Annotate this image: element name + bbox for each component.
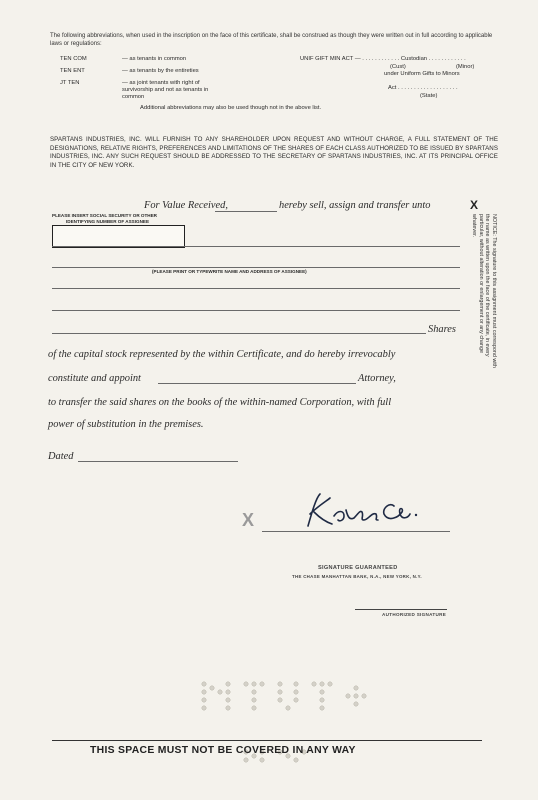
hereby-transfer-text: hereby sell, assign and transfer unto xyxy=(279,200,431,211)
perforation-cancellation xyxy=(196,676,376,776)
footer-warning: THIS SPACE MUST NOT BE COVERED IN ANY WAY xyxy=(90,745,356,756)
notice-x-mark: X xyxy=(470,198,479,212)
transfer-text: to transfer the said shares on the books of the within-named Corporation, with full xyxy=(48,397,392,408)
shareholder-notice: SPARTANS INDUSTRIES, INC. WILL FURNISH TO ANY SHAREHOLDER UPON REQUEST AND WITHOUT CHARGE, A FULL STATEMENT OF THE DESIGNATIONS, RELATIVE RIGHTS, PREFERENCES AND LIMITATIONS OF THE SHARES OF EACH CLASS AUTHORIZED TO BE ISSUED BY SPARTANS INDUSTRIES, INC. ANY SUCH REQUEST SHOULD BE ADDRESSED TO THE SECRETARY OF SPARTANS INDUSTRIES, INC. AT ITS PRINCIPAL OFFICE IN THE CITY OF NEW YORK. xyxy=(50,136,498,169)
ssn-label-2: IDENTIFYING NUMBER OF ASSIGNEE xyxy=(66,219,150,224)
guarantor-bank: THE CHASE MANHATTAN BANK, N.A., NEW YORK, N.Y. xyxy=(292,574,422,579)
shares-line xyxy=(52,333,426,334)
signature-x-mark: X xyxy=(242,510,255,530)
assignee-line-1 xyxy=(52,246,460,247)
shares-label: Shares xyxy=(428,324,456,335)
ugma-minor: (Minor) xyxy=(456,64,475,70)
abbr-code-ten-ent: TEN ENT xyxy=(60,68,85,74)
assignee-line-3 xyxy=(52,288,460,289)
print-name-label: (PLEASE PRINT OR TYPEWRITE NAME AND ADDRESS OF ASSIGNEE) xyxy=(152,269,307,274)
ssn-label-1: PLEASE INSERT SOCIAL SECURITY OR OTHER xyxy=(52,213,157,218)
constitute-appoint-text: constitute and appoint xyxy=(48,373,141,384)
abbr-meaning-ten-ent: — as tenants by the entireties xyxy=(122,68,199,74)
abbr-meaning-ten-com: — as tenants in common xyxy=(122,56,187,62)
authorized-line xyxy=(355,609,447,610)
ugma-label: UNIF GIFT MIN ACT — . . . . . . . . . . . . Custodian . . . . . . . . . . . . xyxy=(300,56,466,62)
attorney-label: Attorney, xyxy=(358,373,396,384)
handwritten-signature xyxy=(298,488,438,532)
ssn-input-box[interactable] xyxy=(52,225,185,248)
value-line xyxy=(215,211,277,212)
signature-guaranteed: SIGNATURE GUARANTEED xyxy=(318,565,398,571)
ugma-act: Act . . . . . . . . . . . . . . . . . . . xyxy=(388,85,458,91)
authorized-signature: AUTHORIZED SIGNATURE xyxy=(382,612,447,617)
ugma-cust: (Cust) xyxy=(390,64,406,70)
ugma-under: under Uniform Gifts to Minors xyxy=(384,71,460,77)
abbreviations-intro: The following abbreviations, when used in the inscription on the face of this certificate, shall be construed as though they were written out in full according to applicable laws or regulations: xyxy=(50,33,493,47)
dated-line xyxy=(78,461,238,462)
abbr-code-ten-com: TEN COM xyxy=(60,56,87,62)
assignee-line-2 xyxy=(52,267,460,268)
for-value-received: For Value Received, xyxy=(144,200,228,211)
ugma-state: (State) xyxy=(420,93,438,99)
abbr-meaning-jt-ten: — as joint tenants with right of survivorship and not as tenants in common xyxy=(122,80,209,100)
capital-stock-text: of the capital stock represented by the within Certificate, and do hereby irrevocably xyxy=(48,349,396,360)
power-substitution-text: power of substitution in the premises. xyxy=(48,419,204,430)
abbr-code-jt-ten: JT TEN xyxy=(60,80,80,86)
dated-label: Dated xyxy=(48,451,74,462)
signature-notice-vertical: NOTICE: The signature to this assignment must correspond with the name as written upon the face of the certificate, in every particular, without alteration or enlargement or any change whatever. xyxy=(471,214,497,368)
assignee-line-4 xyxy=(52,310,460,311)
abbr-additional: Additional abbreviations may also be used though not in the above list. xyxy=(140,105,322,111)
footer-rule xyxy=(52,740,482,741)
attorney-line xyxy=(158,383,356,384)
